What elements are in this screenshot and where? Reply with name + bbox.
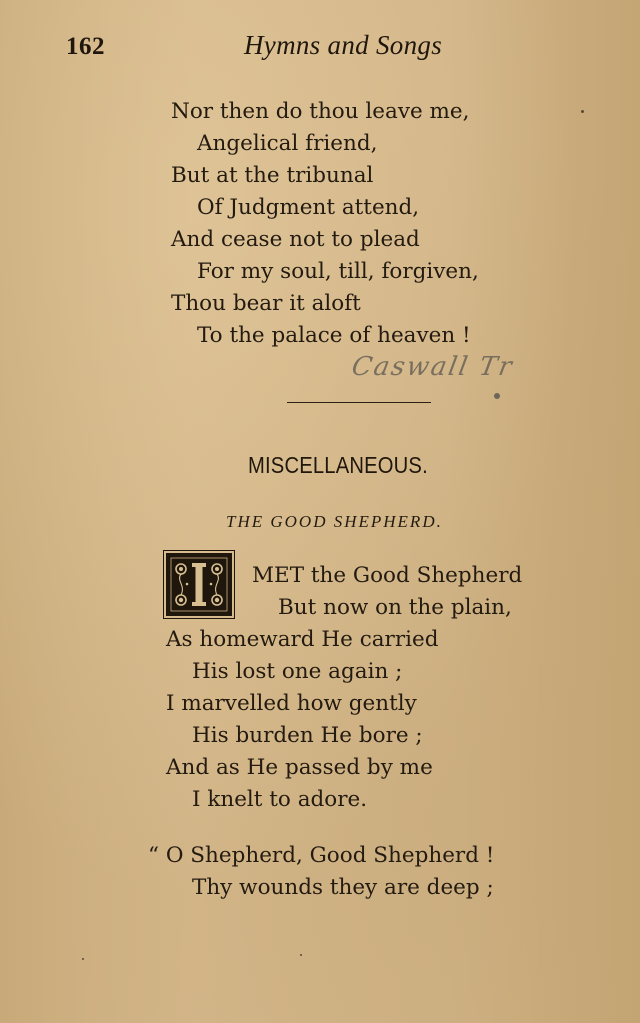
paper-speck — [494, 393, 500, 399]
verse-line: For my soul, till, forgiven, — [197, 259, 479, 284]
handwritten-pencil-note: Caswall Tr — [349, 352, 516, 382]
paper-speck — [581, 110, 584, 113]
verse-line: His burden He bore ; — [192, 723, 423, 748]
stanza-2 — [166, 560, 522, 816]
section-divider-rule — [287, 402, 431, 403]
page-number: 162 — [66, 33, 105, 60]
verse-line: I knelt to adore. — [192, 787, 368, 812]
verse-line: As homeward He carried — [166, 627, 439, 652]
stanza-1 — [171, 96, 479, 352]
verse-line: Of Judgment attend, — [197, 195, 420, 220]
verse-line: Nor then do thou leave me, — [171, 99, 470, 124]
verse-line: Thy wounds they are deep ; — [192, 875, 494, 900]
verse-line: And cease not to plead — [171, 227, 420, 252]
stanza-3 — [148, 840, 494, 904]
paper-speck — [300, 954, 302, 956]
paper-speck — [82, 958, 84, 960]
poem-title: THE GOOD SHEPHERD. — [226, 512, 443, 531]
verse-line: Thou bear it aloft — [171, 291, 361, 316]
verse-line: But at the tribunal — [171, 163, 374, 188]
running-head-title: Hymns and Songs — [244, 30, 442, 60]
section-heading: MISCELLANEOUS. — [248, 452, 428, 478]
verse-line: Angelical friend, — [197, 131, 378, 156]
verse-line: “ O Shepherd, Good Shepherd ! — [148, 843, 495, 868]
verse-line: His lost one again ; — [192, 659, 403, 684]
verse-line: And as He passed by me — [166, 755, 433, 780]
verse-line: MET the Good Shepherd — [252, 563, 523, 588]
verse-line: But now on the plain, — [278, 595, 512, 620]
verse-line: To the palace of heaven ! — [197, 323, 471, 348]
verse-line: I marvelled how gently — [166, 691, 417, 716]
